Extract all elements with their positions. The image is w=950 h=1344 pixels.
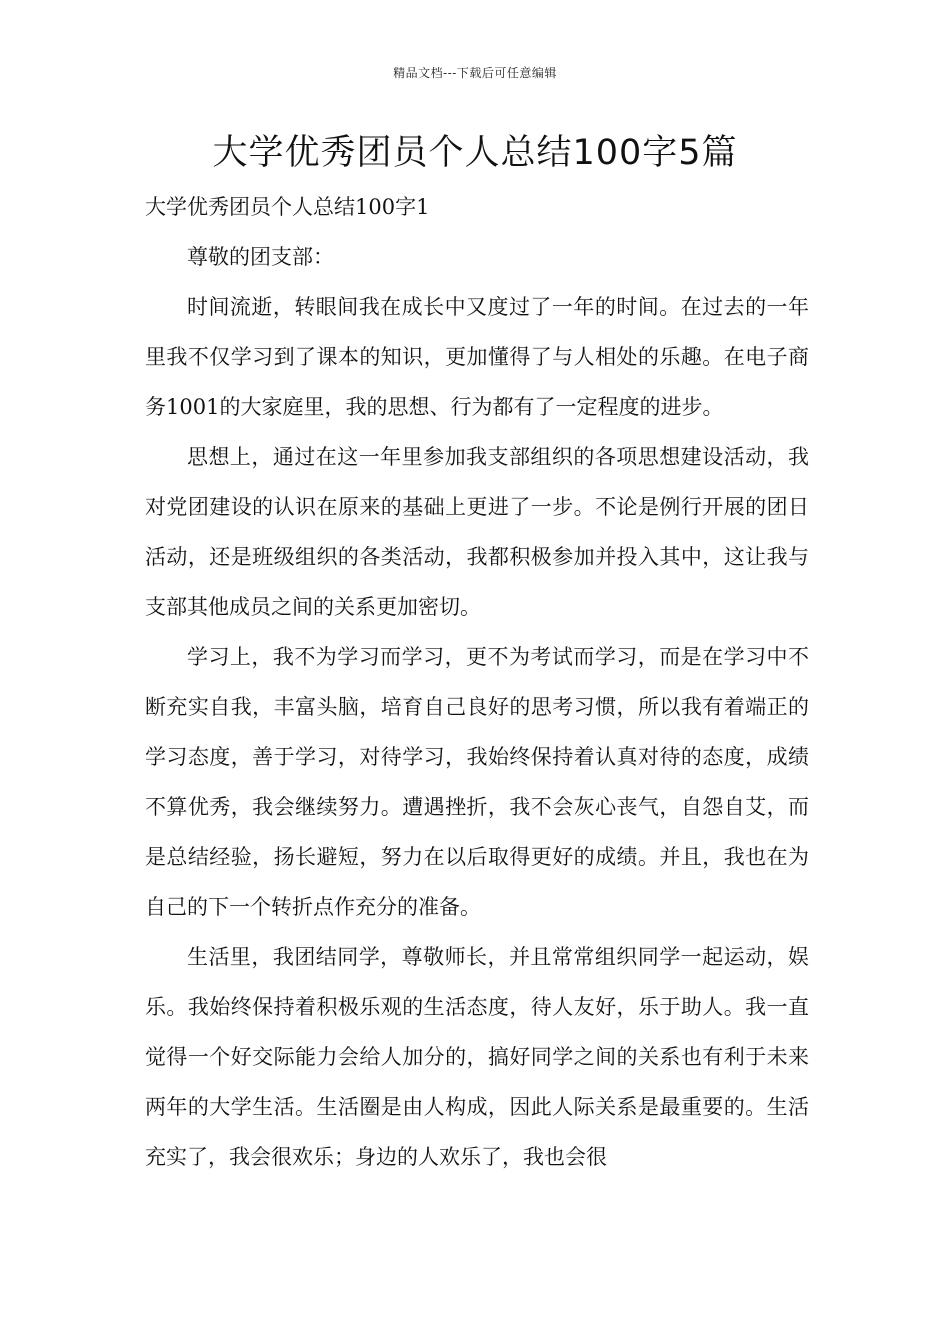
- paragraph-4: 生活里，我团结同学，尊敬师长，并且常常组织同学一起运动，娱乐。我始终保持着积极乐观的生活态度，待人友好，乐于助人。我一直觉得一个好交际能力会给人加分的，搞好同学之间的关系也有利于未来两年的大学生活。生活圈是由人构成，因此人际关系是最重要的。生活充实了，我会很欢乐；身边的人欢乐了，我也会很: [145, 945, 809, 1169]
- document-body: [145, 182, 809, 1182]
- salutation: 尊敬的团支部：: [187, 245, 334, 269]
- paragraph-1: 时间流逝，转眼间我在成长中又度过了一年的时间。在过去的一年里我不仅学习到了课本的知识，更加懂得了与人相处的乐趣。在电子商务1001的大家庭里，我的思想、行为都有了一定程度的进步。: [145, 295, 809, 419]
- document-title: 大学优秀团员个人总结100字5篇: [212, 133, 738, 173]
- header-note: 精品文档---下载后可任意编辑: [393, 66, 557, 80]
- paragraph-2: 思想上，通过在这一年里参加我支部组织的各项思想建设活动，我对党团建设的认识在原来的基础上更进了一步。不论是例行开展的团日活动，还是班级组织的各类活动，我都积极参加并投入其中，这让我与支部其他成员之间的关系更加密切。: [145, 445, 809, 619]
- paragraph-3: 学习上，我不为学习而学习，更不为考试而学习，而是在学习中不断充实自我，丰富头脑，培育自己良好的思考习惯，所以我有着端正的学习态度，善于学习，对待学习，我始终保持着认真对待的态度，成绩不算优秀，我会继续努力。遭遇挫折，我不会灰心丧气，自怨自艾，而是总结经验，扬长避短，努力在以后取得更好的成绩。并且，我也在为自己的下一个转折点作充分的准备。: [145, 645, 809, 919]
- section-heading: 大学优秀团员个人总结100字1: [145, 195, 430, 219]
